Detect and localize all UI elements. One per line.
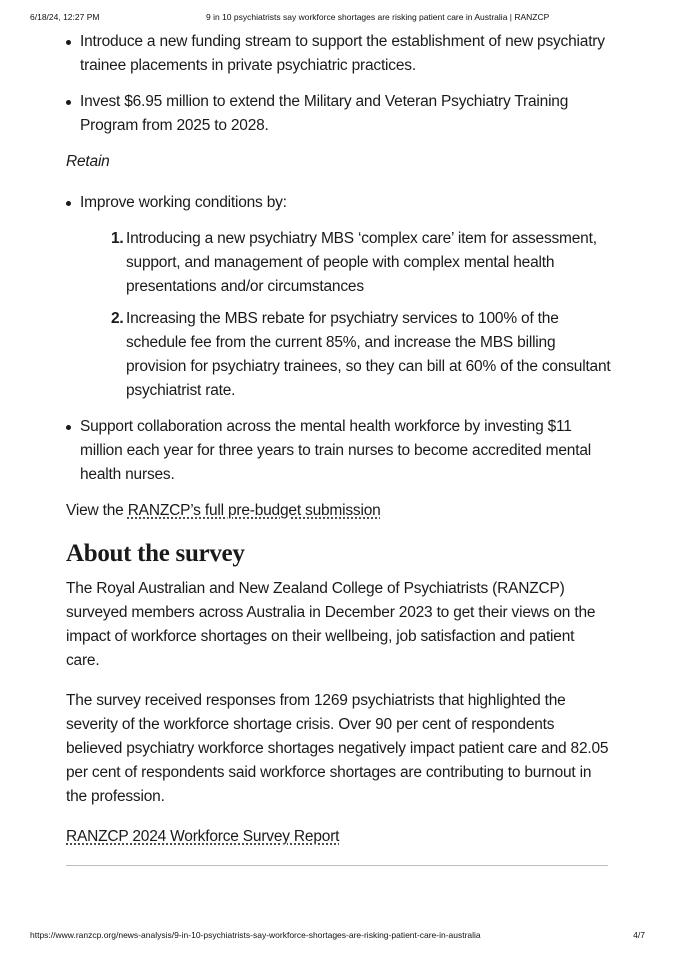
- report-line: [66, 825, 611, 849]
- bullet-item: [66, 191, 611, 403]
- retain-subheading: Retain: [66, 153, 110, 170]
- submission-line: [66, 499, 611, 523]
- numbered-item: [112, 307, 611, 403]
- item-number: 2.: [111, 310, 124, 327]
- numbered-sub-list: [80, 227, 611, 403]
- train-bullet-list: [66, 30, 611, 138]
- retain-bullet-list: [66, 191, 611, 487]
- bullet-text: Improve working conditions by:: [80, 194, 287, 211]
- numbered-item: [112, 227, 611, 299]
- about-survey-heading: About the survey: [66, 540, 245, 567]
- page-number: 4/7: [633, 930, 645, 940]
- submission-prefix: View the: [66, 502, 128, 519]
- print-url: https://www.ranzcp.org/news-analysis/9-in-10-psychiatrists-say-workforce-shortages-are-risking-patient-care-in-australia: [30, 930, 481, 940]
- print-datetime: 6/18/24, 12:27 PM: [30, 12, 100, 22]
- pre-budget-submission-link[interactable]: RANZCP’s full pre-budget submission: [127, 502, 381, 519]
- workforce-survey-report-link[interactable]: RANZCP 2024 Workforce Survey Report: [66, 828, 340, 845]
- bullet-item: Support collaboration across the mental health workforce by investing $11 million each year for three years to train nurses to become accredited mental health nurses.: [66, 415, 611, 487]
- item-text: Introducing a new psychiatry MBS ‘complex care’ item for assessment, support, and management of people with complex mental health presentations and/or circumstances: [126, 230, 597, 295]
- print-page-title: 9 in 10 psychiatrists say workforce shortages are risking patient care in Australia | RANZCP: [206, 12, 550, 22]
- item-text: Increasing the MBS rebate for psychiatry services to 100% of the schedule fee from the current 85%, and increase the MBS billing provision for psychiatry trainees, so they can bill at 60% of the consultant psychiatrist rate.: [126, 310, 611, 399]
- bullet-item: Invest $6.95 million to extend the Military and Veteran Psychiatry Training Program from 2025 to 2028.: [66, 90, 611, 138]
- article-content: [66, 30, 611, 866]
- section-divider: [66, 865, 608, 866]
- about-paragraph: The survey received responses from 1269 psychiatrists that highlighted the severity of the workforce shortage crisis. Over 90 per cent of respondents believed psychiatry workforce shortages negatively impact patient care and 82.05 per cent of respondents said workforce shortages are contributing to burnout in the profession.: [66, 692, 609, 805]
- item-number: 1.: [111, 230, 124, 247]
- about-paragraph: The Royal Australian and New Zealand College of Psychiatrists (RANZCP) surveyed members across Australia in December 2023 to get their views on the impact of workforce shortages on their wellbeing, job satisfaction and patient care.: [66, 580, 596, 669]
- bullet-item: Introduce a new funding stream to support the establishment of new psychiatry trainee placements in private psychiatric practices.: [66, 30, 611, 78]
